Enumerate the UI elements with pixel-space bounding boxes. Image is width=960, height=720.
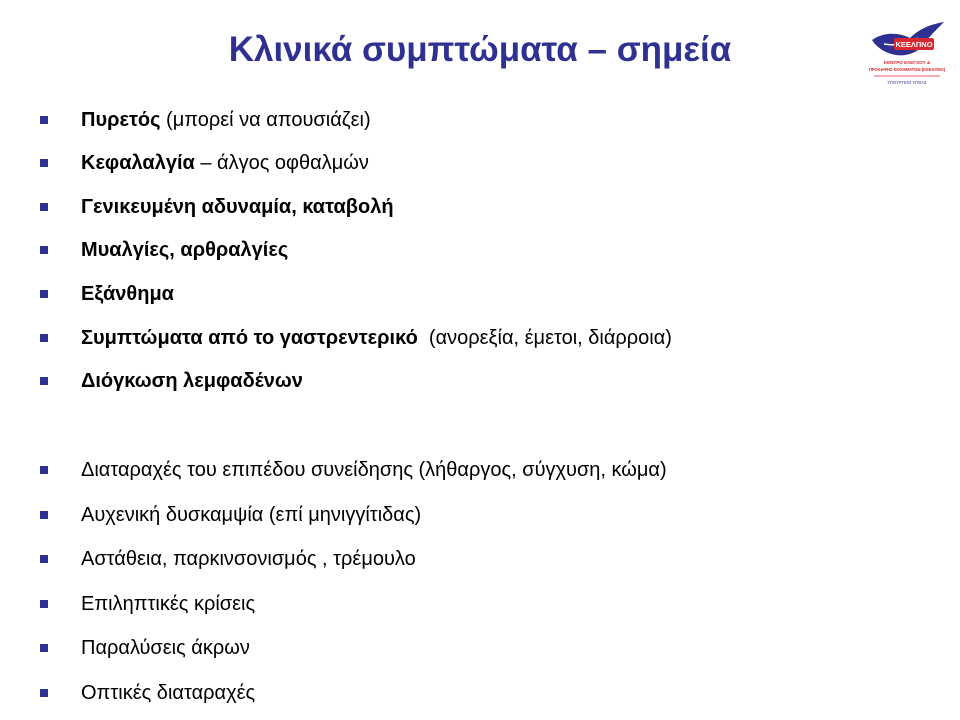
bullet-square-icon xyxy=(40,644,48,652)
list-item xyxy=(40,678,940,708)
list-item xyxy=(40,279,940,309)
bullet-square-icon xyxy=(40,466,48,474)
item-bold: Γενικευμένη αδυναμία, καταβολή xyxy=(81,195,394,218)
keelpno-logo xyxy=(862,18,952,94)
item-normal: (ανορεξία, έμετοι, διάρροια) xyxy=(417,326,672,349)
item-bold: Κεφαλαλγία xyxy=(81,151,195,174)
list-item xyxy=(40,544,940,574)
item-normal: Αυχενική δυσκαμψία (επί μηνιγγίτιδας) xyxy=(81,503,422,526)
list-item xyxy=(40,500,940,530)
list-item xyxy=(40,366,940,396)
logo-line2: ΠΡΟΛΗΨΗΣ ΝΟΣΗΜΑΤΩΝ (ΚΕΕΛΠΝΟ) xyxy=(868,67,946,72)
item-bold: Πυρετός xyxy=(81,108,161,131)
bullet-square-icon xyxy=(40,377,48,385)
item-normal: Οπτικές διαταραχές xyxy=(81,681,256,704)
slide-title: Κλινικά συμπτώματα – σημεία xyxy=(228,30,732,69)
logo-line3: ΥΠΟΥΡΓΕΙΟ ΥΓΕΙΑΣ xyxy=(887,80,927,85)
bullet-square-icon xyxy=(40,159,48,167)
dove-icon xyxy=(862,18,952,94)
item-normal: Διαταραχές του επιπέδου συνείδησης (λήθαργος, σύγχυση, κώμα) xyxy=(81,458,667,481)
bullet-square-icon xyxy=(40,511,48,519)
bullet-square-icon xyxy=(40,689,48,697)
logo-name: ΚΕΕΛΠΝΟ xyxy=(895,40,933,49)
item-normal: – άλγος οφθαλμών xyxy=(194,151,369,174)
list-item xyxy=(40,455,940,485)
item-bold: Μυαλγίες, αρθραλγίες xyxy=(81,238,289,261)
bullet-square-icon xyxy=(40,555,48,563)
bullet-square-icon xyxy=(40,116,48,124)
bullet-square-icon xyxy=(40,600,48,608)
list-item xyxy=(40,323,940,353)
item-normal: Αστάθεια, παρκινσονισμός , τρέμουλο xyxy=(81,547,416,570)
item-bold: Εξάνθημα xyxy=(81,282,174,305)
bullet-square-icon xyxy=(40,203,48,211)
bullet-square-icon xyxy=(40,334,48,342)
item-normal: Επιληπτικές κρίσεις xyxy=(81,592,256,615)
list-item xyxy=(40,589,940,619)
item-bold: Διόγκωση λεμφαδένων xyxy=(81,369,303,392)
list-item xyxy=(40,105,940,135)
bullet-square-icon xyxy=(40,290,48,298)
list-item xyxy=(40,235,940,265)
bullet-square-icon xyxy=(40,246,48,254)
item-normal: Παραλύσεις άκρων xyxy=(81,636,250,659)
list-item xyxy=(40,192,940,222)
logo-line1: ΚΕΝΤΡΟ ΕΛΕΓΧΟΥ & xyxy=(883,60,931,65)
item-normal: (μπορεί να απουσιάζει) xyxy=(160,108,371,131)
item-bold: Συμπτώματα από το γαστρεντερικό xyxy=(81,326,418,349)
list-item xyxy=(40,633,940,663)
list-item xyxy=(40,148,940,178)
